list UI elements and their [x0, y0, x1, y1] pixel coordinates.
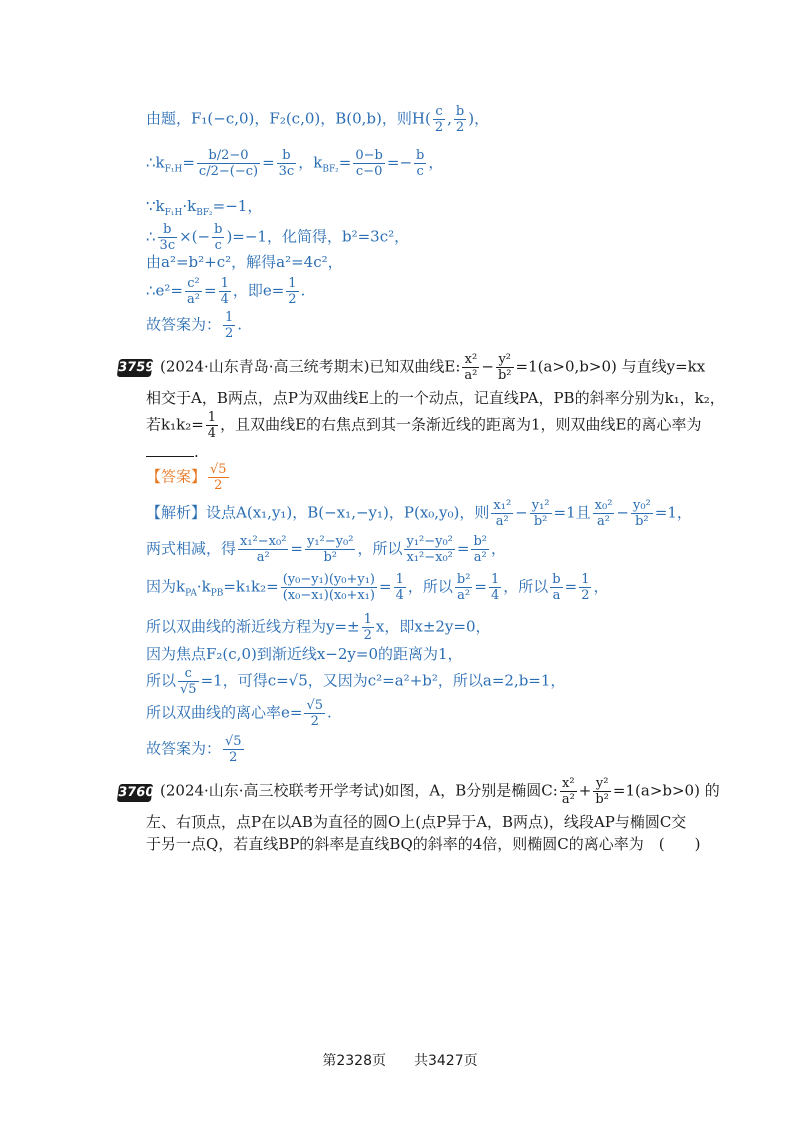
- numerator: x²: [462, 352, 479, 368]
- denominator: (x₀−x₁)(x₀+x₁): [282, 588, 375, 603]
- denominator: x₁²−x₀²: [406, 550, 453, 565]
- prev-solution-line-4: [146, 222, 409, 253]
- fraction: [208, 462, 229, 493]
- text: ，所以: [357, 539, 403, 558]
- text: =1，可得c=√5，又因为c²=a²+b²，所以a=2,b=1，: [200, 671, 566, 690]
- prev-solution-line-1: 由题，F₁(−c,0)，F₂(c,0)，B(0,b)，则H( $\frac{c}{2}$ , $\frac{b}{2}$ )，: [146, 104, 490, 135]
- denominator: 2: [434, 120, 444, 135]
- q3759-line-2: [146, 388, 725, 408]
- numerator: y₀²: [633, 498, 651, 513]
- denominator: √5: [180, 682, 197, 697]
- text: ×(−: [179, 227, 211, 246]
- fraction: [593, 776, 611, 807]
- numerator: c: [433, 104, 445, 120]
- text: ∴e²=: [146, 281, 184, 300]
- question-number-badge: 3759: [117, 360, 156, 375]
- denominator: 2: [310, 714, 319, 729]
- fraction: [277, 148, 297, 179]
- text: =1且: [553, 503, 591, 522]
- text: ，所以: [407, 577, 453, 596]
- denominator: 2: [288, 292, 297, 307]
- numerator: b: [455, 104, 465, 119]
- fraction: [471, 534, 489, 565]
- q3759-analysis-line-5: [146, 644, 463, 664]
- q3759-analysis-line-2: [146, 534, 506, 565]
- text: 由题，F₁(−c,0)，F₂(c,0)，B(0,b)，则H(: [146, 109, 431, 128]
- fraction: [491, 498, 513, 529]
- text: ∴: [146, 227, 156, 246]
- numerator: x₁²−x₀²: [240, 534, 287, 549]
- fraction: [185, 276, 202, 307]
- denominator: 2: [455, 120, 465, 135]
- numerator: b²: [456, 572, 471, 587]
- numerator: 1: [363, 612, 372, 627]
- numerator: y₁²−y₀²: [406, 534, 453, 549]
- prev-solution-line-6: [146, 276, 305, 307]
- text: .: [194, 443, 199, 461]
- subscript: BF₂: [322, 164, 339, 175]
- numerator: √5: [225, 734, 242, 749]
- fraction: [489, 572, 501, 603]
- denominator: a²: [473, 550, 487, 565]
- denominator: 3c: [278, 164, 295, 179]
- q3759-analysis-line-8: [146, 734, 246, 765]
- subscript: F₁H: [164, 208, 183, 218]
- denominator: 4: [207, 426, 217, 441]
- text: ，且双曲线E的右焦点到其一条渐近线的距离为1，则双曲线E的离心率为: [220, 415, 702, 434]
- fraction: [362, 612, 374, 643]
- numerator: b: [214, 222, 223, 237]
- text: ，: [593, 577, 609, 596]
- prev-solution-line-7: [146, 310, 242, 341]
- fraction: [496, 352, 514, 383]
- q3759-analysis-line-4: [146, 612, 491, 643]
- denominator: a²: [597, 514, 611, 529]
- text: =: [203, 281, 217, 300]
- text: ，即e=: [232, 281, 285, 300]
- numerator: y₁²: [531, 498, 550, 513]
- text: 设点A(x₁,y₁)，B(−x₁,−y₁)，P(x₀,y₀)，则: [206, 503, 490, 522]
- text: 由a²=b²+c²，解得a²=4c²，: [146, 253, 343, 271]
- text: −: [616, 503, 629, 522]
- numerator: 0−b: [355, 148, 383, 163]
- denominator: b²: [595, 792, 609, 807]
- text: 故答案为：: [146, 739, 222, 758]
- q3759-analysis-line-6: [146, 666, 565, 697]
- fraction: [206, 410, 218, 441]
- text: 因为k: [146, 577, 186, 596]
- q3759-analysis-line-1: [146, 498, 692, 529]
- prev-solution-line-2: $\therefore k_{F_1H}=$ $\frac{b/2-0}{c/2-(-c)}$ = $\frac{b}{3c}$ ，$k_{BF_2}=$ $\frac{0-b}{c-0}$ =− $\frac{b}{c}$ ，: [146, 148, 444, 179]
- fraction: [223, 734, 244, 765]
- denominator: c: [416, 164, 424, 179]
- numerator: b: [552, 572, 561, 587]
- fraction: [281, 572, 377, 603]
- subscript: F₁H: [164, 164, 183, 175]
- fraction: [455, 572, 473, 603]
- numerator: 1: [581, 572, 590, 587]
- q3759-line-4: [146, 442, 199, 462]
- fraction: [304, 698, 325, 729]
- text: 所以: [146, 671, 177, 690]
- denominator: 4: [491, 588, 500, 603]
- fraction: [178, 666, 199, 697]
- text: ∵k: [146, 197, 165, 215]
- text: =1(a>0,b>0) 与直线y=kx: [515, 357, 706, 376]
- denominator: 4: [220, 292, 229, 307]
- fraction: [223, 310, 235, 341]
- text: 若k₁k₂=: [146, 415, 204, 434]
- numerator: √5: [210, 462, 227, 477]
- text: 因为焦点F₂(c,0)到渐近线x−2y=0的距离为1，: [146, 645, 463, 663]
- text: 所以双曲线的离心率e=: [146, 703, 303, 722]
- denominator: a²: [457, 588, 471, 603]
- analysis-tag: 【解析】: [146, 503, 207, 522]
- text: x，即x±2y=0，: [375, 617, 491, 636]
- text: (2024·山东青岛·高三统考期末)已知双曲线E:: [160, 357, 461, 376]
- numerator: 1: [395, 572, 404, 587]
- numerator: y²: [496, 352, 514, 368]
- q3759-answer: [146, 462, 231, 493]
- text: 相交于A，B两点，点P为双曲线E上的一个动点，记直线PA，PB的斜率分别为k₁，k₂，: [146, 389, 725, 407]
- q3759-line-3: [146, 410, 702, 441]
- subscript: PA: [185, 588, 197, 599]
- denominator: 2: [581, 588, 590, 603]
- numerator: x₁²: [493, 498, 512, 513]
- text: =1，: [654, 503, 692, 522]
- text: ，所以: [503, 577, 549, 596]
- numerator: 1: [225, 310, 234, 325]
- denominator: a: [552, 588, 561, 603]
- numerator: b: [277, 148, 297, 164]
- text: =: [290, 539, 303, 558]
- fraction: [404, 534, 454, 565]
- denominator: c/2−(−c): [198, 164, 259, 179]
- q3760-line-3: [146, 834, 700, 854]
- q3760-line-2: [146, 812, 686, 832]
- denominator: 4: [395, 588, 404, 603]
- prev-solution-line-3: [146, 196, 262, 223]
- text: .: [237, 315, 243, 334]
- q3759-analysis-line-7: [146, 698, 332, 729]
- text: 两式相减，得: [146, 539, 237, 558]
- text: −: [481, 357, 494, 376]
- q3759-analysis-line-3: [146, 572, 609, 604]
- numerator: x²: [560, 776, 577, 792]
- denominator: 3c: [159, 238, 176, 253]
- text: =: [379, 577, 392, 596]
- fraction: [579, 572, 591, 603]
- text: ，: [491, 539, 507, 558]
- fraction: [433, 104, 445, 135]
- numerator: 1: [491, 572, 500, 587]
- numerator: 1: [220, 276, 229, 291]
- fraction: [238, 534, 288, 565]
- numerator: 1: [288, 276, 297, 291]
- text: ∴k: [146, 153, 165, 172]
- text: (2024·山东·高三校联考开学考试)如图，A，B分别是椭圆C:: [160, 781, 558, 800]
- fraction: [593, 498, 615, 529]
- fraction: [462, 352, 479, 383]
- text: )，: [468, 109, 490, 128]
- denominator: a²: [256, 550, 270, 565]
- fraction: [414, 148, 426, 179]
- fraction: [286, 276, 298, 307]
- fraction: [158, 222, 178, 253]
- fraction: [550, 572, 562, 603]
- denominator: 2: [225, 326, 234, 341]
- fraction: [219, 276, 231, 307]
- fraction: [197, 148, 260, 179]
- page-footer: 第2328页 共3427页: [322, 1053, 478, 1069]
- subscript: PB: [210, 588, 224, 599]
- denominator: a²: [464, 368, 478, 383]
- q3759-line-1: [160, 352, 705, 383]
- text: 左、右顶点，点P在以AB为直径的圆O上(点P异于A，B两点)，线段AP与椭圆C交: [146, 813, 687, 831]
- numerator: b: [416, 148, 425, 163]
- fraction: [394, 572, 406, 603]
- answer-tag: 【答案】: [146, 467, 207, 486]
- subscript: BF₂: [196, 208, 213, 218]
- text: 于另一点Q，若直线BP的斜率是直线BQ的斜率的4倍，则椭圆C的离心率为 ( ): [146, 835, 701, 853]
- text: 所以双曲线的渐近线方程为y=±: [146, 617, 360, 636]
- numerator: c: [178, 666, 199, 682]
- denominator: c−0: [355, 164, 383, 179]
- text: .: [300, 281, 306, 300]
- numerator: y₁²−y₀²: [307, 534, 354, 549]
- text: =: [474, 577, 487, 596]
- denominator: b²: [533, 514, 548, 529]
- text: =: [564, 577, 578, 596]
- fraction: [454, 104, 466, 135]
- question-number-badge: 3760: [117, 785, 156, 800]
- denominator: a²: [561, 792, 575, 807]
- numerator: √5: [306, 698, 324, 713]
- numerator: 1: [207, 410, 217, 425]
- text: ·k: [196, 577, 211, 596]
- denominator: c: [214, 238, 222, 253]
- text: k: [313, 153, 323, 172]
- numerator: b/2−0: [197, 148, 260, 164]
- fraction: [560, 776, 577, 807]
- denominator: 2: [229, 750, 238, 765]
- denominator: b²: [635, 514, 649, 529]
- denominator: b²: [497, 368, 512, 383]
- denominator: 2: [214, 478, 223, 493]
- fraction: [353, 148, 385, 179]
- answer-blank: [146, 442, 194, 457]
- fraction: [631, 498, 653, 529]
- text: =k₁k₂=: [223, 577, 279, 596]
- denominator: a²: [495, 514, 509, 529]
- text: .: [327, 703, 332, 722]
- numerator: x₀²: [594, 498, 613, 513]
- fraction: [530, 498, 552, 529]
- prev-solution-line-5: [146, 252, 343, 272]
- text: )=−1，化简得，b²=3c²，: [226, 227, 410, 246]
- numerator: y²: [593, 776, 611, 792]
- fraction: [305, 534, 355, 565]
- numerator: b: [158, 222, 178, 238]
- numerator: (y₀−y₁)(y₀+y₁): [282, 572, 375, 587]
- text: =: [456, 539, 470, 558]
- fraction: [212, 222, 224, 253]
- denominator: b²: [323, 550, 337, 565]
- text: ·k: [182, 197, 197, 215]
- numerator: b²: [473, 534, 488, 549]
- denominator: 2: [363, 628, 372, 643]
- denominator: a²: [187, 292, 200, 307]
- text: 故答案为：: [146, 315, 222, 334]
- text: =−1，: [212, 197, 263, 215]
- numerator: c²: [185, 276, 202, 292]
- q3760-line-1: [160, 776, 720, 807]
- text: =1(a>b>0) 的: [612, 781, 720, 800]
- text: −: [515, 503, 528, 522]
- text: +: [578, 781, 592, 800]
